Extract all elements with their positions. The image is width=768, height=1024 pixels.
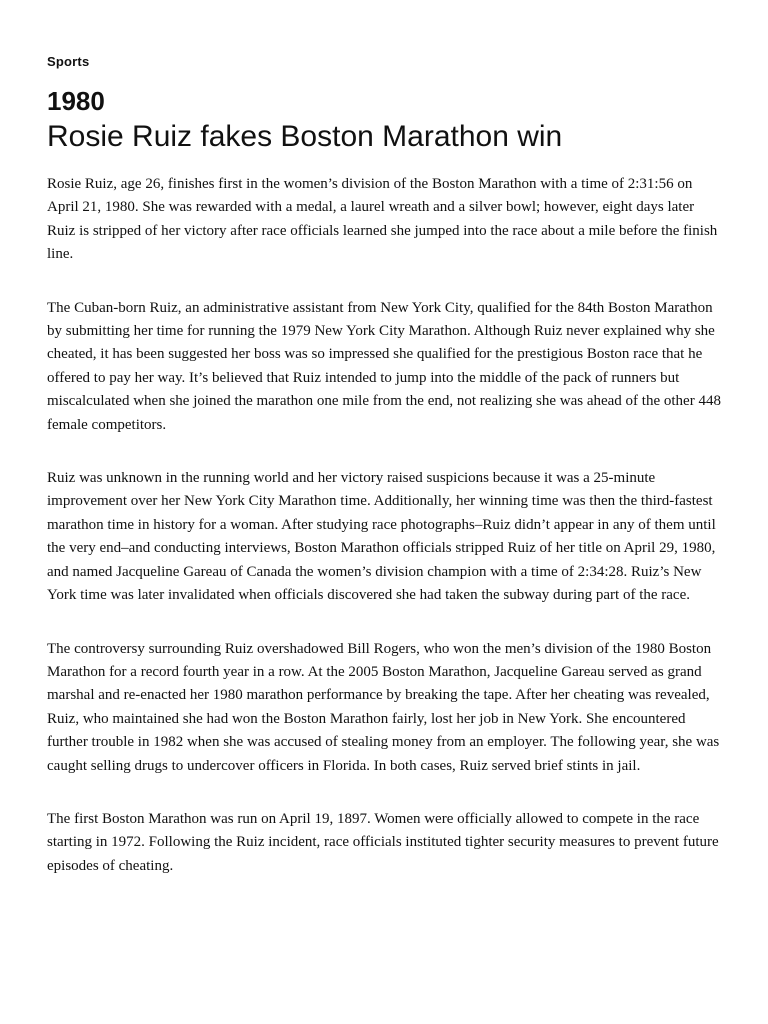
article-body [47, 173, 722, 908]
paragraph: Rosie Ruiz, age 26, finishes first in the women’s division of the Boston Marathon with a time of 2:31:56 on April 21, 1980. She was rewarded with a medal, a laurel wreath and a silver bowl; however, eight days later Ruiz is stripped of her victory after race officials learned she jumped into the race about a mile before the finish line. [47, 176, 718, 263]
paragraph: The first Boston Marathon was run on April 19, 1897. Women were officially allowed to compete in the race starting in 1972. Following the Ruiz incident, race officials instituted tighter security measures to prevent future episodes of cheating. [47, 810, 719, 874]
article-headline: Rosie Ruiz fakes Boston Marathon win [47, 120, 563, 153]
paragraph: The Cuban-born Ruiz, an administrative assistant from New York City, qualified for the 84th Boston Marathon by submitting her time for running the 1979 New York City Marathon. Although Ruiz never explained why she cheated, it has been suggested her boss was so impressed she qualified for the prestigious Boston race that he offered to pay her way. It’s believed that Ruiz intended to jump into the middle of the pack of runners but miscalculated when she joined the marathon one mile from the end, not realizing she was ahead of the other 448 female competitors. [47, 299, 721, 433]
category-label: Sports [47, 54, 90, 69]
paragraph: The controversy surrounding Ruiz overshadowed Bill Rogers, who won the men’s division of the 1980 Boston Marathon for a record fourth year in a row. At the 2005 Boston Marathon, Jacqueline Gareau served as grand marshal and re-enacted her 1980 marathon performance by breaking the tape. After her cheating was revealed, Ruiz, who maintained she had won the Boston Marathon fairly, lost her job in New York. She encountered further trouble in 1982 when she was accused of stealing money from an employer. The following year, she was caught selling drugs to undercover officers in Florida. In both cases, Ruiz served brief stints in jail. [47, 640, 720, 774]
article-year: 1980 [47, 86, 105, 116]
paragraph: Ruiz was unknown in the running world and her victory raised suspicions because it was a 25-minute improvement over her New York City Marathon time. Additionally, her winning time was then the third-fastest marathon time in history for a woman. After studying race photographs–Ruiz didn’t appear in any of them until the very end–and conducting interviews, Boston Marathon officials stripped Ruiz of her title on April 29, 1980, and named Jacqueline Gareau of Canada the women’s division champion with a time of 2:34:28. Ruiz’s New York time was later invalidated when officials discovered she had taken the subway during part of the race. [47, 470, 716, 604]
